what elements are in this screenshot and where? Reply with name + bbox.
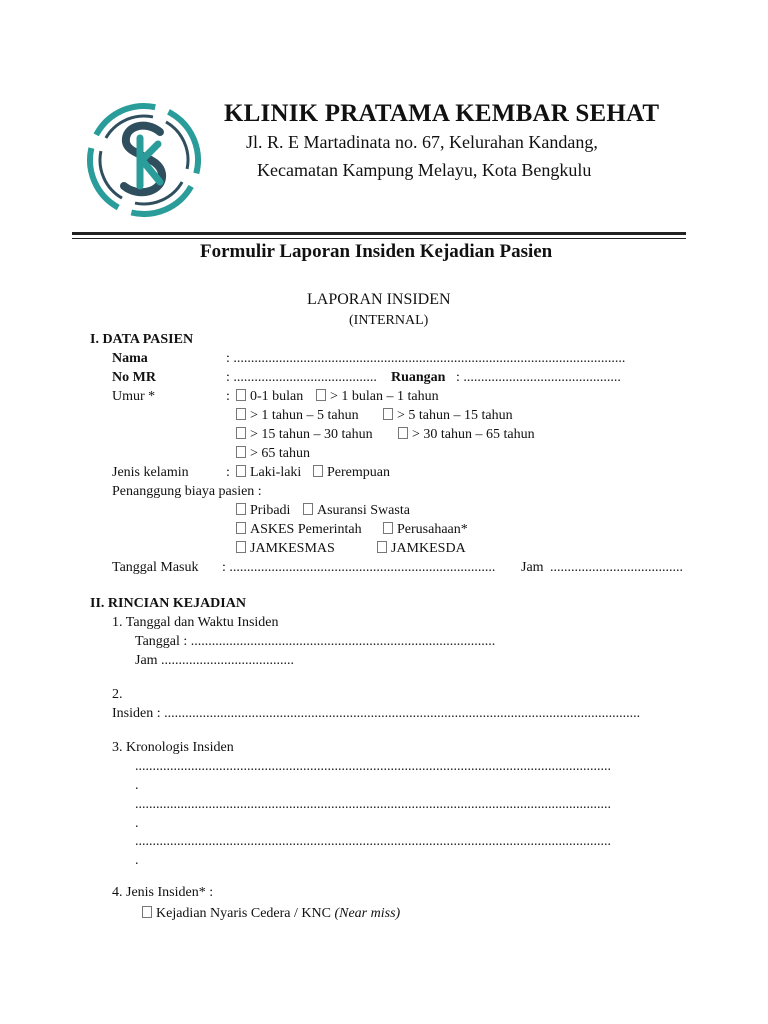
section-1-heading: I. DATA PASIEN	[90, 332, 194, 347]
biaya-option-jamkesmas[interactable]: JAMKESMAS	[236, 540, 335, 558]
kronologis-line-2[interactable]: ........................................................................................................................................	[135, 797, 611, 812]
biaya-option-pribadi[interactable]: Pribadi	[236, 502, 290, 520]
address-line-1: Jl. R. E Martadinata no. 67, Kelurahan Kandang,	[246, 132, 598, 152]
item-3-label: 3. Kronologis Insiden	[112, 740, 234, 755]
checkbox-icon[interactable]	[236, 465, 246, 477]
report-title: LAPORAN INSIDEN	[307, 291, 451, 308]
checkbox-icon[interactable]	[398, 427, 408, 439]
umur-option-2[interactable]: > 1 bulan – 1 tahun	[316, 388, 439, 406]
checkbox-icon[interactable]	[236, 389, 246, 401]
header-divider-thin	[72, 238, 686, 239]
ruangan-field[interactable]: : .............................................	[456, 370, 621, 385]
umur-option-3[interactable]: > 1 tahun – 5 tahun	[236, 407, 359, 425]
umur-option-1[interactable]: 0-1 bulan	[236, 388, 303, 406]
item-2-label: 2.	[112, 687, 123, 702]
kronologis-line-1-end: .	[135, 778, 139, 793]
checkbox-icon[interactable]	[236, 446, 246, 458]
checkbox-icon[interactable]	[383, 522, 393, 534]
biaya-option-perusahaan[interactable]: Perusahaan*	[383, 521, 468, 539]
item-1-label: 1. Tanggal dan Waktu Insiden	[112, 615, 279, 630]
biaya-option-askes[interactable]: ASKES Pemerintah	[236, 521, 362, 539]
address-line-2: Kecamatan Kampung Melayu, Kota Bengkulu	[257, 160, 592, 180]
form-title: Formulir Laporan Insiden Kejadian Pasien	[200, 241, 553, 262]
checkbox-icon[interactable]	[142, 906, 152, 918]
insiden-field[interactable]: Insiden : ........................................................................................................................................	[112, 706, 641, 721]
biaya-option-jamkesda[interactable]: JAMKESDA	[377, 540, 466, 558]
checkbox-icon[interactable]	[377, 541, 387, 553]
jenis-kelamin-colon: :	[226, 465, 230, 480]
kronologis-line-3-end: .	[135, 853, 139, 868]
ruangan-label: Ruangan	[391, 370, 446, 385]
kronologis-line-3[interactable]: ........................................................................................................................................	[135, 834, 611, 849]
tanggal-masuk-field[interactable]: : ............................................................................	[222, 560, 496, 575]
umur-option-4[interactable]: > 5 tahun – 15 tahun	[383, 407, 513, 425]
checkbox-icon[interactable]	[236, 427, 246, 439]
tanggal-masuk-label: Tanggal Masuk	[112, 560, 199, 575]
section-2-heading: II. RINCIAN KEJADIAN	[90, 596, 246, 611]
checkbox-icon[interactable]	[313, 465, 323, 477]
kronologis-line-2-end: .	[135, 816, 139, 831]
jk-option-perempuan[interactable]: Perempuan	[313, 464, 390, 482]
checkbox-icon[interactable]	[236, 541, 246, 553]
nama-label: Nama	[112, 351, 148, 366]
nomr-field[interactable]: : .........................................	[226, 370, 377, 385]
jam-masuk-field[interactable]: ......................................	[550, 560, 683, 575]
jam-masuk-label: Jam	[521, 560, 544, 575]
jenis-option-knc[interactable]: Kejadian Nyaris Cedera / KNC (Near miss)	[142, 905, 400, 923]
nomr-label: No MR	[112, 370, 156, 385]
umur-option-7[interactable]: > 65 tahun	[236, 445, 310, 463]
umur-option-5[interactable]: > 15 tahun – 30 tahun	[236, 426, 373, 444]
umur-label: Umur *	[112, 389, 156, 404]
checkbox-icon[interactable]	[303, 503, 313, 515]
checkbox-icon[interactable]	[316, 389, 326, 401]
tanggal-insiden-field[interactable]: Tanggal : .......................................................................................	[135, 634, 496, 649]
biaya-option-asuransi[interactable]: Asuransi Swasta	[303, 502, 410, 520]
jk-option-laki[interactable]: Laki-laki	[236, 464, 301, 482]
checkbox-icon[interactable]	[383, 408, 393, 420]
clinic-logo	[80, 98, 208, 222]
nama-field[interactable]: : ................................................................................................................	[226, 351, 626, 366]
jenis-kelamin-label: Jenis kelamin	[112, 465, 189, 480]
clinic-name: KLINIK PRATAMA KEMBAR SEHAT	[224, 100, 660, 127]
umur-option-6[interactable]: > 30 tahun – 65 tahun	[398, 426, 535, 444]
checkbox-icon[interactable]	[236, 522, 246, 534]
biaya-label: Penanggung biaya pasien :	[112, 484, 262, 499]
jam-insiden-field[interactable]: Jam ......................................	[135, 653, 295, 668]
checkbox-icon[interactable]	[236, 503, 246, 515]
kronologis-line-1[interactable]: ........................................................................................................................................	[135, 759, 611, 774]
header-divider-thick	[72, 232, 686, 235]
report-subtitle: (INTERNAL)	[349, 313, 429, 328]
item-4-label: 4. Jenis Insiden* :	[112, 885, 214, 900]
umur-colon: :	[226, 389, 230, 404]
checkbox-icon[interactable]	[236, 408, 246, 420]
